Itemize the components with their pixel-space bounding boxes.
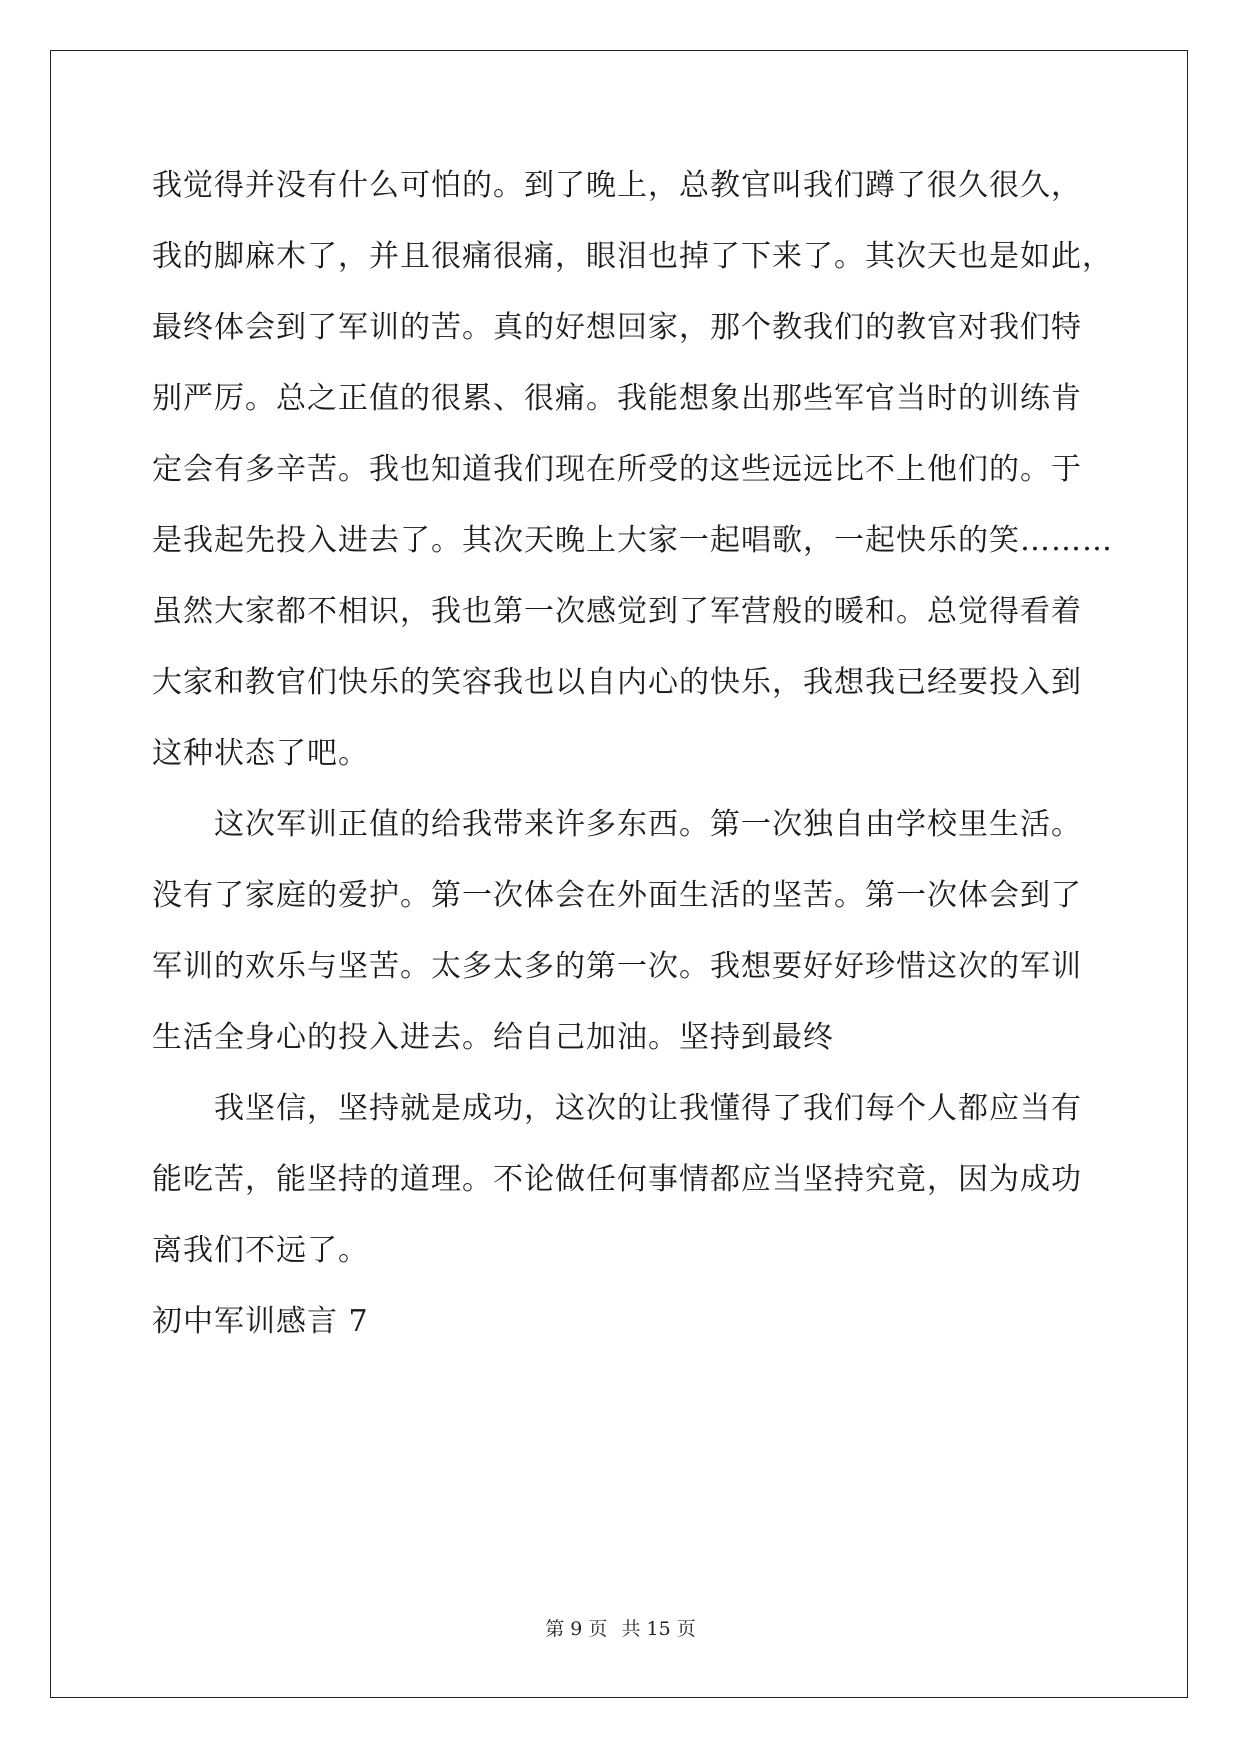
paragraph-2	[152, 789, 1092, 1073]
page-number: 第 9 页	[545, 1618, 608, 1640]
text-line: 这种状态了吧。	[152, 736, 369, 771]
text-line: 离我们不远了。	[152, 1233, 369, 1268]
text-line: 别严厉。总之正值的很累、很痛。我能想象出那些军官当时的训练肯	[152, 381, 1082, 416]
text-line: 大家和教官们快乐的笑容我也以自内心的快乐，我想我已经要投入到	[152, 665, 1082, 700]
text-line: 生活全身心的投入进去。给自己加油。坚持到最终	[152, 1020, 834, 1055]
text-line: 我觉得并没有什么可怕的。到了晚上，总教官叫我们蹲了很久很久，	[152, 168, 1082, 203]
text-line: 我坚信，坚持就是成功，这次的让我懂得了我们每个人都应当有	[214, 1091, 1082, 1126]
paragraph-1	[152, 150, 1113, 789]
text-line: 是我起先投入进去了。其次天晚上大家一起唱歌，一起快乐的笑………	[152, 523, 1113, 558]
page-total: 共 15 页	[621, 1618, 696, 1640]
page-footer	[0, 1614, 1241, 1641]
section-heading: 初中军训感言 7	[152, 1304, 369, 1339]
paragraph-3	[152, 1073, 1092, 1286]
text-line: 我的脚麻木了，并且很痛很痛，眼泪也掉了下来了。其次天也是如此，	[152, 239, 1113, 274]
text-line: 能吃苦，能坚持的道理。不论做任何事情都应当坚持究竟，因为成功	[152, 1162, 1082, 1197]
text-line: 虽然大家都不相识，我也第一次感觉到了军营般的暖和。总觉得看着	[152, 594, 1082, 629]
text-line: 这次军训正值的给我带来许多东西。第一次独自由学校里生活。	[214, 807, 1082, 842]
text-line: 定会有多辛苦。我也知道我们现在所受的这些远远比不上他们的。于	[152, 452, 1082, 487]
document-body	[152, 150, 1113, 1357]
text-line: 没有了家庭的爱护。第一次体会在外面生活的坚苦。第一次体会到了	[152, 878, 1082, 913]
text-line: 最终体会到了军训的苦。真的好想回家，那个教我们的教官对我们特	[152, 310, 1082, 345]
text-line: 军训的欢乐与坚苦。太多太多的第一次。我想要好好珍惜这次的军训	[152, 949, 1082, 984]
